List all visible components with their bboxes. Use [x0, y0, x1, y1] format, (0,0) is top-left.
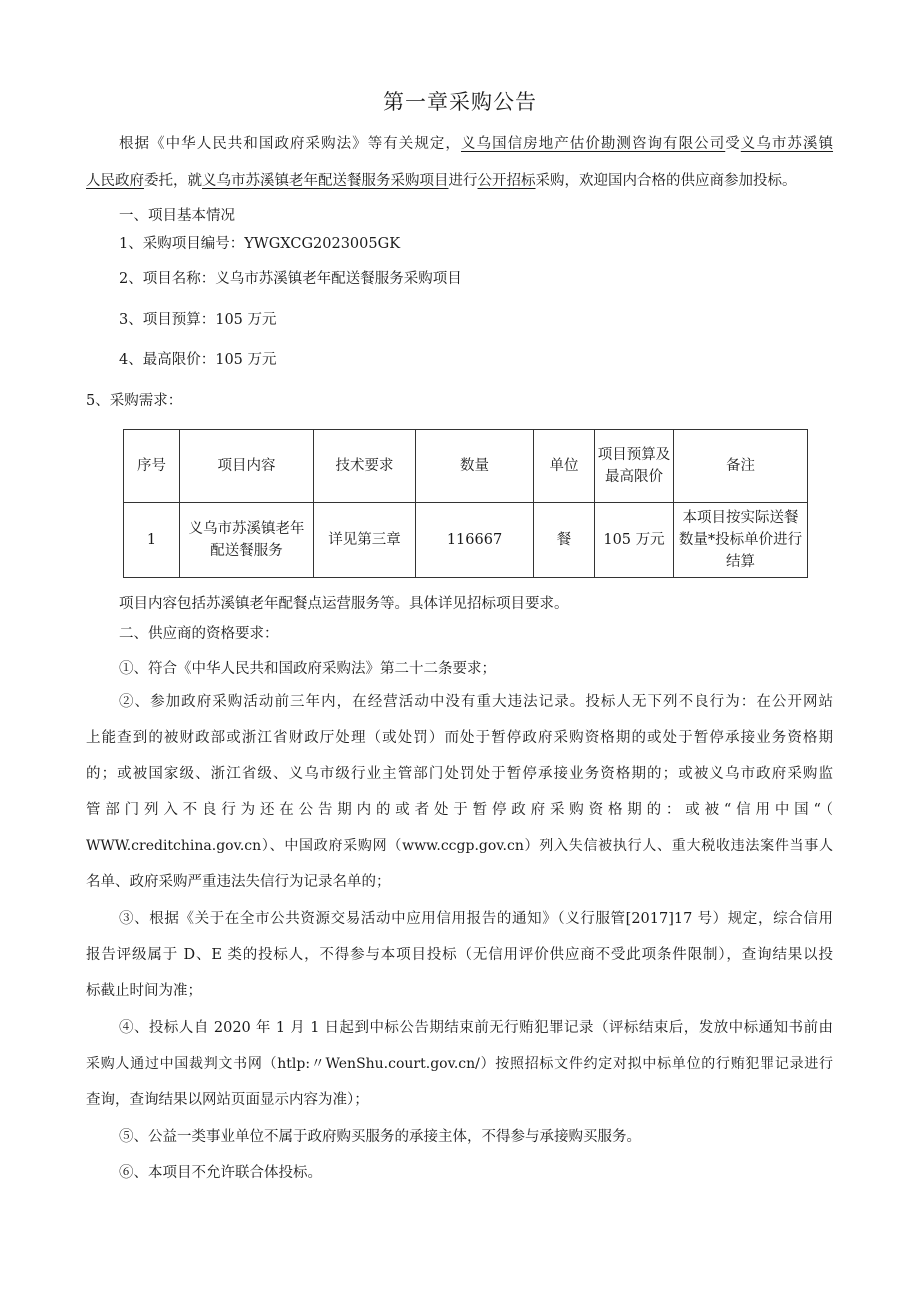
header-cell: 数量 — [416, 430, 534, 503]
purchaser-name: 人民政府 — [86, 173, 144, 189]
table-cell: 餐 — [534, 503, 595, 578]
intro-line-2 — [86, 171, 797, 191]
page-title: 第一章采购公告 — [383, 90, 537, 114]
table-note: 项目内容包括苏溪镇老年配餐点运营服务等。具体详见招标项目要求。 — [119, 596, 569, 612]
max-price: 4、最高限价：105 万元 — [119, 352, 277, 368]
table-cell: 116667 — [416, 503, 534, 578]
table-header-row — [124, 430, 808, 503]
header-cell: 项目预算及最高限价 — [595, 430, 674, 503]
requirement-4-line: ④、投标人自 2020 年 1 月 1 日起到中标公告期结束前无行贿犯罪记录（评标结束后，发放中标通知书前由 — [119, 1020, 833, 1036]
section1-heading: 一、项目基本情况 — [119, 208, 235, 224]
table-cell: 本项目按实际送餐数量*投标单价进行结算 — [674, 503, 808, 578]
requirement-2-line: 上能查到的被财政部或浙江省财政厅处理（或处罚）而处于暂停政府采购资格期的或处于暂停承接业务资格期 — [86, 730, 833, 746]
intro-text: 采购，欢迎国内合格的供应商参加投标。 — [535, 173, 797, 189]
requirement-5: ⑤、公益一类事业单位不属于政府购买服务的承接主体，不得参与承接购买服务。 — [119, 1129, 641, 1145]
requirement-4-line: 查询，查询结果以网站页面显示内容为准）； — [86, 1092, 369, 1108]
requirement-3-line: ③、根据《关于在全市公共资源交易活动中应用信用报告的通知》（义行服管[2017]17 号）规定，综合信用 — [119, 911, 833, 927]
intro-text: 受 — [725, 136, 741, 152]
requirement-4-line: 采购人通过中国裁判文书网（htlp:〃WenShu.court.gov.cn/）按照招标文件约定对拟中标单位的行贿犯罪记录进行 — [86, 1056, 833, 1072]
agency-name: 义乌国信房地产估价勘测咨询有限公司 — [460, 136, 726, 152]
table-cell: 105 万元 — [595, 503, 674, 578]
intro-text: 进行 — [448, 173, 478, 189]
requirement-2-line: ②、参加政府采购活动前三年内，在经营活动中没有重大违法记录。投标人无下列不良行为：在公开网站 — [119, 694, 833, 710]
project-budget: 3、项目预算：105 万元 — [119, 312, 277, 328]
header-cell: 技术要求 — [314, 430, 416, 503]
intro-text: 根据《中华人民共和国政府采购法》等有关规定， — [119, 136, 461, 152]
requirement-2-line: 管部门列入不良行为还在公告期内的或者处于暂停政府采购资格期的：或被“信用中国“（ — [86, 802, 833, 818]
project-number: 1、采购项目编号：YWGXCG2023005GK — [119, 236, 401, 252]
header-cell: 备注 — [674, 430, 808, 503]
requirement-1: ①、符合《中华人民共和国政府采购法》第二十二条要求； — [119, 661, 496, 677]
procurement-demand-label: 5、采购需求： — [86, 393, 183, 409]
header-cell: 单位 — [534, 430, 595, 503]
procurement-method: 公开招标 — [477, 173, 536, 189]
header-cell: 序号 — [124, 430, 180, 503]
section2-heading: 二、供应商的资格要求： — [119, 626, 279, 642]
requirement-3-line: 标截止时间为准； — [86, 983, 202, 999]
requirement-2-line: 名单、政府采购严重违法失信行为记录名单的； — [86, 874, 391, 890]
table-cell: 详见第三章 — [314, 503, 416, 578]
intro-line-1 — [119, 134, 833, 154]
project-name-item: 2、项目名称：义乌市苏溪镇老年配送餐服务采购项目 — [119, 271, 462, 287]
requirement-2-line: 的；或被国家级、浙江省级、义乌市级行业主管部门处罚处于暂停承接业务资格期的；或被义乌市政府采购监 — [86, 766, 833, 782]
requirement-3-line: 报告评级属于 D、E 类的投标人，不得参与本项目投标（无信用评价供应商不受此项条件限制），查询结果以投 — [86, 947, 833, 963]
table-row — [124, 503, 808, 578]
table-cell: 义乌市苏溪镇老年配送餐服务 — [180, 503, 314, 578]
project-name: 义乌市苏溪镇老年配送餐服务采购项目 — [202, 173, 449, 189]
purchaser-name: 义乌市苏溪镇 — [740, 136, 834, 152]
requirement-6: ⑥、本项目不允许联合体投标。 — [119, 1165, 322, 1181]
table-cell: 1 — [124, 503, 180, 578]
intro-text: 委托，就 — [144, 173, 202, 189]
demand-table — [123, 429, 808, 578]
header-cell: 项目内容 — [180, 430, 314, 503]
requirement-2-line: WWW.creditchina.gov.cn）、中国政府采购网（www.ccgp.gov.cn）列入失信被执行人、重大税收违法案件当事人 — [86, 838, 833, 854]
